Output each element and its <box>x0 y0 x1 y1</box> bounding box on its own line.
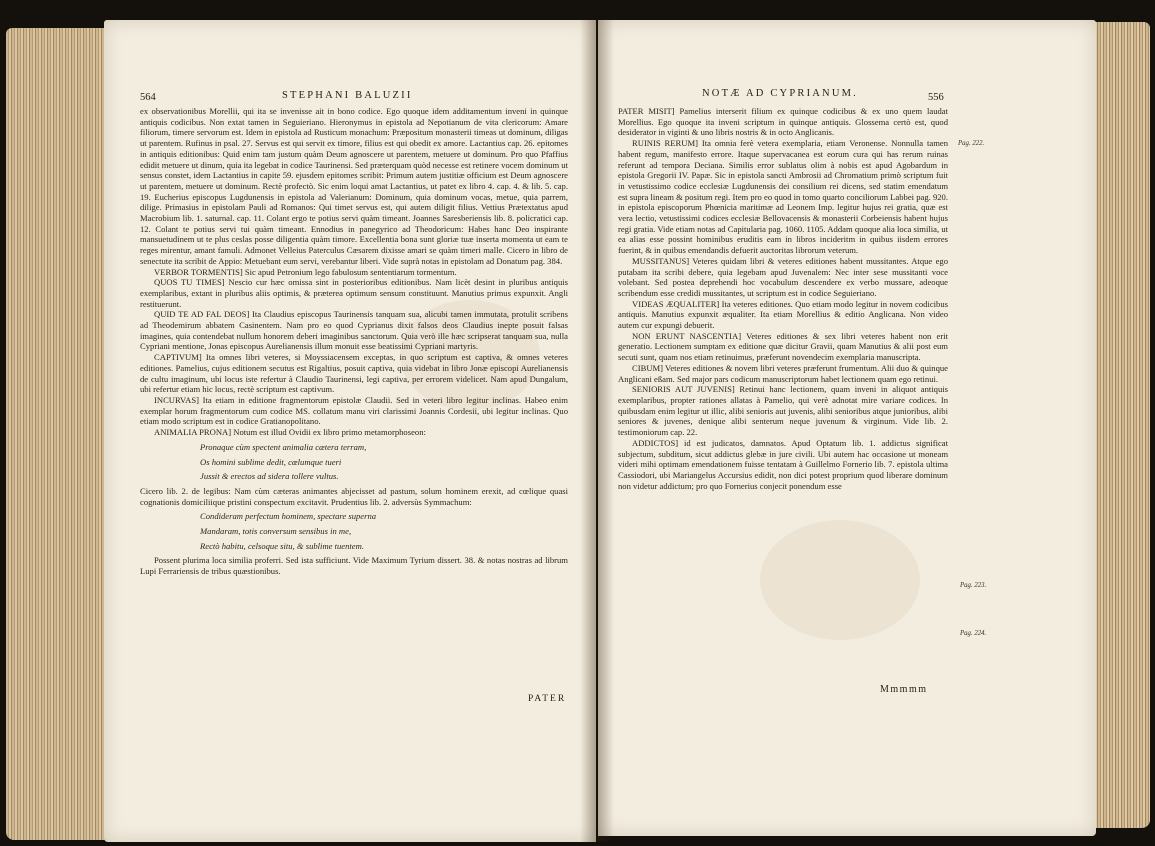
left-end-paragraph: Possent plurima loca similia proferri. Sed ista sufficiunt. Vide Maximum Tyrium dissert. 38. & notas nostras ad librum Lupi Ferrariensis de tribus quæstionibus. <box>140 555 568 577</box>
right-paragraph-4: VIDEAS ÆQUALITER] Ita veteres editiones. Quo etiam modo legitur in novem codicibus antiquis. Manutius expunxit æqualiter. Ita etiam Morellius & editio Anglicana. Non video autem cur expungi debuerit. <box>618 298 948 331</box>
left-page-edges <box>6 28 110 840</box>
right-page-number: 556 <box>928 92 944 103</box>
left-page-body <box>140 106 568 577</box>
left-running-head: STEPHANI BALUZII <box>282 90 413 101</box>
right-page-body <box>618 106 948 491</box>
right-paragraph-3: MUSSITANUS] Veteres quidam libri & veteres editiones habent mussitantes. Atque ego putabam ita scribi debere, quia legebam apud Juvenalem: Nec inter sese mussitanti voce volebant. Sed postea deprehendi hoc vocabulum descendere ex verbo mussare, adeoque scribendum esse credidi mussitantes, ut scriptum est in codice Seguieriano. <box>618 255 948 298</box>
right-paragraph-8: ADDICTOS] id est judicatos, damnatos. Apud Optatum lib. 1. addictus significat subjectum, subditum, sicut addictus glebæ in jure civili. Ubi autem hac occasione ut moneam videri mihi optimam emendationem fuisse tentatam à Guillelmo Fornerio lib. 7. epistola ultima Cassiodori, ubi Mariangelus Accursius edidit, non dici potest proprium quod liberare dominum non videtur addictum; pro quo Fornerius conjecit ponendum esse <box>618 437 948 491</box>
verse-2-line-1: Condideram perfectum hominem, spectare superna <box>200 511 377 522</box>
right-paragraph-7: SENIORIS AUT JUVENIS] Retinui hanc lectionem, quam inveni in aliquot antiquis exemplaribus, propter rationes allatas à Pamelio, qui verè adnotat mire variare codices. In quibusdam enim legitur ut illic, alibi senioris aut juvenis, alibi senioribus atque junioribus, alibi seniores & juvenes, denique alibi senterum neque juvenum & virginum. Vide lib. 2. testimoniorum cap. 22. <box>618 384 948 438</box>
verse-1-line-3: Jussit & erectos ad sidera tollere vultus. <box>200 471 339 482</box>
left-mid-paragraph: Cicero lib. 2. de legibus: Nam cùm cæteras animantes abjecisset ad pastum, solum hominem erexit, ad cœlique quasi cognationis domiciliique pristini conspectum excitavit. Prudentius lib. 2. adversùs Symmachum: <box>140 485 568 507</box>
verse-2-line-3: Rectò habitu, celsoque situ, & sublime tuentem. <box>200 540 364 551</box>
left-paragraph-6: INCURVAS] Ita etiam in editione fragmentorum epistolæ Claudii. Sed in veteri libro legitur inclinas. Habeo enim exemplar horum fragmentorum cum codice MS. collatum manu viri clarissimi Joannis Cordesii, ubi legitur inclinas. Quo etiam modo scriptum est in codice Gratianopolitano. <box>140 394 568 427</box>
left-paragraph-1: ex observationibus Morellii, qui ita se invenisse ait in bono codice. Ego quoque idem additamentum inveni in quinque antiquis codicibus. Non extat tamen in Seguieriano. Hieronymus in epistola ad Nepotianum de vita clericorum: Amare filiorum, timere servorum est. Idem in epistola ad Rusticum monachum: Præpositum monasterii timeas ut dominum, diligas ut parentem. Rufinus in psal. 27. Servus est qui servit ex timore, filius est qui obedit ex amore. Lactantius cap. 26. epitomes in antiquis editionibus: Quid enim tam justum quàm Deum agnoscere ut parentem, metuere ut dominum. Pro quo Pfaffius edidit metuere ut dinum, quia ita legebat in codice Taurinensi. Sed præterquam quòd necesse est retinere vocem dominum ut sensus constet, idem Lactantius in capite 59. ejusdem epitomes scribit: Primum autem justitiæ officium est Deum agnoscere ut parentem, metuere ut dominum. Rectè profectò. Sic enim loqui amat Lactantius, ut patet ex libro 4. cap. 4. & lib. 5. cap. 19. Eucherius episcopus Lugdunensis in epistola ad Valerianum: Dominum, quia dominum vocas, metue, quia parrem, dilige. Primasius in epistolam Pauli ad Romanos: Qui timet servus est, qui autem diligit filius. Vettius Prætextatus apud Macrobium lib. 1. saturnal. cap. 11. Colant ergo te potius servi quàm timeant. Joannes Saresberiensis lib. 8. policratici cap. 12. Colant te potius servi tui quàm timeant. Ennodius in panegyrico ad Theodoricum: Habes hanc Deo inspirante mansuetudinem ut te plus ceslas posse diligentia quàm timore. Excellentia bona sunt gloriæ tuæ inserta momenta ut eam te reges mirentur, amant famuli. Admonet Velleius Paterculus Cæsarem dixisse amari se quàm timeri malle. Cicero in libro de senectute ita scribit de Appio: Metuebant eum servi, verebantur liberi. Vide suprà notas in epistolam ad Donatum pag. 384. <box>140 106 568 266</box>
paper-stain <box>760 520 920 640</box>
signature-mark: Mmmmm <box>880 684 928 695</box>
margin-note-1: Pag. 222. <box>958 140 985 147</box>
right-paragraph-5: NON ERUNT NASCENTIA] Veteres editiones & sex libri veteres habent non erit generatio. Lectionem sumptam ex editione quæ dicitur Gravii, quam Manutius & alii post eum secuti sunt, quam nos etiam retinuimus, præferunt novendecim exemplaria manuscripta. <box>618 330 948 363</box>
book-gutter <box>580 20 614 842</box>
right-paragraph-2: RUINIS RERUM] Ita omnia ferè vetera exemplaria, etiam Veronense. Nonnulla tamen habent regum, manifesto errore. Itaque supervacanea est eorum cura qui has rerum ruinas referunt ad tempora Deciana. Similis error sublatus olim à nobis est apud Agobardum in epistola Gregorii IV. Papæ. Sic in epistola sancti Ambrosii ad Chromatium primò scriptum fuit in vetustissimo codice ecclesiæ Lugdunensis dei consilium rei dicens, sed statim emendatum est supra lineam & positum regi. Item pro eo quod in tomo quarto conciliorum Labbei pag. 920. in epistola episcoporum Phœnicia maritimæ ad Leonem Imp. legitur hujus rei gratia, quæ est vera lectio, vetustissimi codices ecclesiæ Bellovacensis & monasterii Corbeiensis habent hujus regi gratia. Vide etiam notas ad Capitularia pag. 1060. 1105. Addam quoque alia loca similia, ut ea alias esse possint hominibus eruditis eam in libros incideritm in quibus iisdem errores fuerint, & in quibus emendandis defuerit auctoritas librorum veterum. <box>618 138 948 256</box>
left-page-number: 564 <box>140 92 156 103</box>
left-paragraph-3: QUOS TU TIMES] Nescio cur hæc omissa sint in posterioribus editionibus. Nam licèt desint in pluribus antiquis exemplaribus, extant in pluribus aliis optimis, & præterea optimum sensum constituunt. Manutius primus expunxit. Angli restituerunt. <box>140 277 568 309</box>
right-page-edges <box>1092 22 1150 828</box>
right-running-head: NOTÆ AD CYPRIANUM. <box>702 88 858 99</box>
left-catchword: PATER <box>528 694 567 704</box>
margin-note-3: Pag. 224. <box>960 630 987 637</box>
verse-1-line-1: Pronaque cùm spectent animalia cætera terram, <box>200 441 367 452</box>
left-paragraph-5: CAPTIVUM] Ita omnes libri veteres, si Moyssiacensem exceptas, in quo scriptum est captiva, & omnes veteres editiones. Pamelius, cujus editionem secutus est Rigaltius, posuit captiva, quia videbat in libro Jonæ episcopi Aurelianensis de cultu imaginum, ubi locus iste refertur à Claudio Taurinensi, legi captiva, per errorem videlicet. Nam apud Dungalum, ubi refertur etiam hic locus, rectè scriptum est captivum. <box>140 352 568 395</box>
margin-note-2: Pag. 223. <box>960 582 987 589</box>
left-paragraph-2: VERBOR TORMENTIS] Sic apud Petronium lego fabulosum sententiarum tormentum. <box>154 266 457 277</box>
right-paragraph-6: CIBUM] Veteres editiones & novem libri veteres præferunt frumentum. Alii duo & quinque Anglicani eßam. Sed major pars codicum manuscriptorum habet lectionem quam ego retinui. <box>618 362 948 384</box>
verse-1-line-2: Os homini sublime dedit, cœlumque tueri <box>200 456 342 467</box>
verse-2-line-2: Mandaram, totis conversum sensibus in me, <box>200 526 352 537</box>
left-paragraph-4: QUID TE AD FAL DEOS] Ita Claudius episcopus Taurinensis tanquam sua, alicubi tamen immutata, protulit scribens ad Theodemirum abbatem Casinentem. Nam pro eo quod Cyprianus dixit falsos deos Claudius inepte posuit falsas imagines, quia contendebat nullum honorem deberi imaginibus sanctorum. Quia verò ille hæc scripserat tanquam sua, nulla Cypriani mentione, Jonas episcopus Aurelianensis illum monuit esse beatissimi Cypriani martyris. <box>140 309 568 352</box>
right-paragraph-1: PATER MISIT] Pamelius interserit filium ex quinque codicibus & ex uno quem laudat Morellius. Ego quoque ita inveni scriptum in quinque antiquis. Glossema certò est, quod desiderator in viginti & uno libris nostris & in octo Anglicanis. <box>618 106 948 138</box>
left-paragraph-7: ANIMALIA PRONA] Notum est illud Ovidii ex libro primo metamorphoseon: <box>154 427 426 438</box>
